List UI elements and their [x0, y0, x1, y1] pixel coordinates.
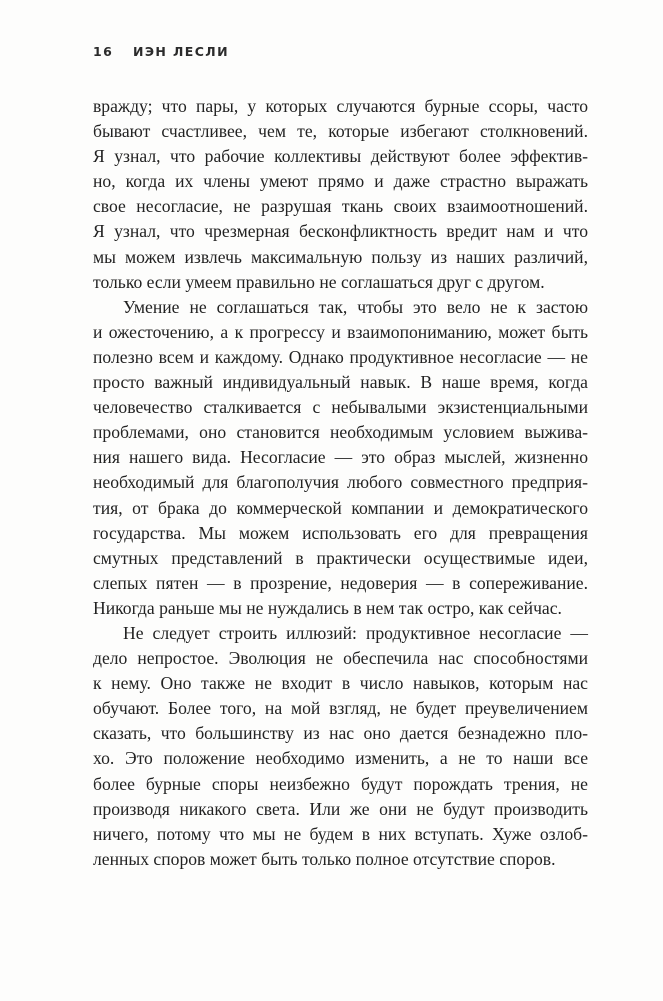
- text-line: необходимый для благополучия любого совместного предприя-: [93, 472, 588, 493]
- author-name: ИЭН ЛЕСЛИ: [132, 44, 229, 59]
- text-line: к нему. Оно также не входит в число навыков, которым нас: [93, 673, 588, 694]
- text-line: ленных споров может быть только полное отсутствие споров.: [93, 848, 556, 869]
- text-line: хо. Это положение необходимо изменить, а не то наши все: [93, 748, 588, 769]
- text-line: Я узнал, что рабочие коллективы действуют более эффектив-: [93, 146, 588, 167]
- text-line: только если умеем правильно не соглашаться друг с другом.: [93, 271, 545, 292]
- paragraph: [93, 295, 588, 621]
- text-line: ния нашего вида. Несогласие — это образ мыслей, жизненно: [93, 447, 588, 468]
- text-line: вражду; что пары, у которых случаются бурные ссоры, часто: [93, 96, 588, 116]
- text-line: сказать, что большинству из нас оно дается безнадежно пло-: [93, 723, 588, 744]
- text-line: ничего, потому что мы не будем в них вступать. Хуже озлоб-: [93, 823, 588, 844]
- body-text: [93, 94, 588, 872]
- text-line: человечество сталкивается с небывалыми экзистенциальными: [93, 397, 588, 418]
- text-line: полезно всем и каждому. Однако продуктивное несогласие — не: [93, 346, 588, 367]
- text-line: слепых пятен — в прозрение, недоверия — в сопереживание.: [93, 572, 588, 593]
- page-number: 16: [93, 44, 114, 59]
- text-line: обучают. Более того, на мой взгляд, не будет преувеличением: [93, 698, 588, 719]
- text-line: государства. Мы можем использовать его для превращения: [93, 522, 588, 543]
- running-head: [93, 44, 229, 59]
- text-line: Никогда раньше мы не нуждались в нем так остро, как сейчас.: [93, 597, 562, 618]
- text-line: тия, от брака до коммерческой компании и демократического: [93, 497, 588, 518]
- paragraph: [93, 621, 588, 872]
- text-line: производя никакого света. Или же они не будут производить: [93, 798, 588, 819]
- text-line: и ожесточению, а к прогрессу и взаимопониманию, может быть: [93, 321, 588, 342]
- text-line: Умение не соглашаться так, чтобы это вело не к застою: [123, 296, 588, 317]
- text-line: смутных представлений в практически осуществимые идеи,: [93, 547, 588, 568]
- text-line: дело непростое. Эволюция не обеспечила нас способностями: [93, 648, 588, 669]
- text-line: бывают счастливее, чем те, которые избегают столкновений.: [93, 121, 588, 142]
- text-line: Я узнал, что чрезмерная бесконфликтность вредит нам и что: [93, 221, 588, 242]
- paragraph: [93, 94, 588, 295]
- text-line: более бурные споры неизбежно будут порождать трения, не: [93, 773, 588, 794]
- text-line: свое несогласие, не разрушая ткань своих взаимоотношений.: [93, 196, 588, 217]
- text-line: проблемами, оно становится необходимым условием выжива-: [93, 422, 588, 443]
- text-line: но, когда их члены умеют прямо и даже страстно выражать: [93, 171, 588, 192]
- text-line: просто важный индивидуальный навык. В наше время, когда: [93, 372, 588, 393]
- text-line: Не следует строить иллюзий: продуктивное несогласие —: [123, 622, 588, 643]
- text-line: мы можем извлечь максимальную пользу из наших различий,: [93, 246, 588, 267]
